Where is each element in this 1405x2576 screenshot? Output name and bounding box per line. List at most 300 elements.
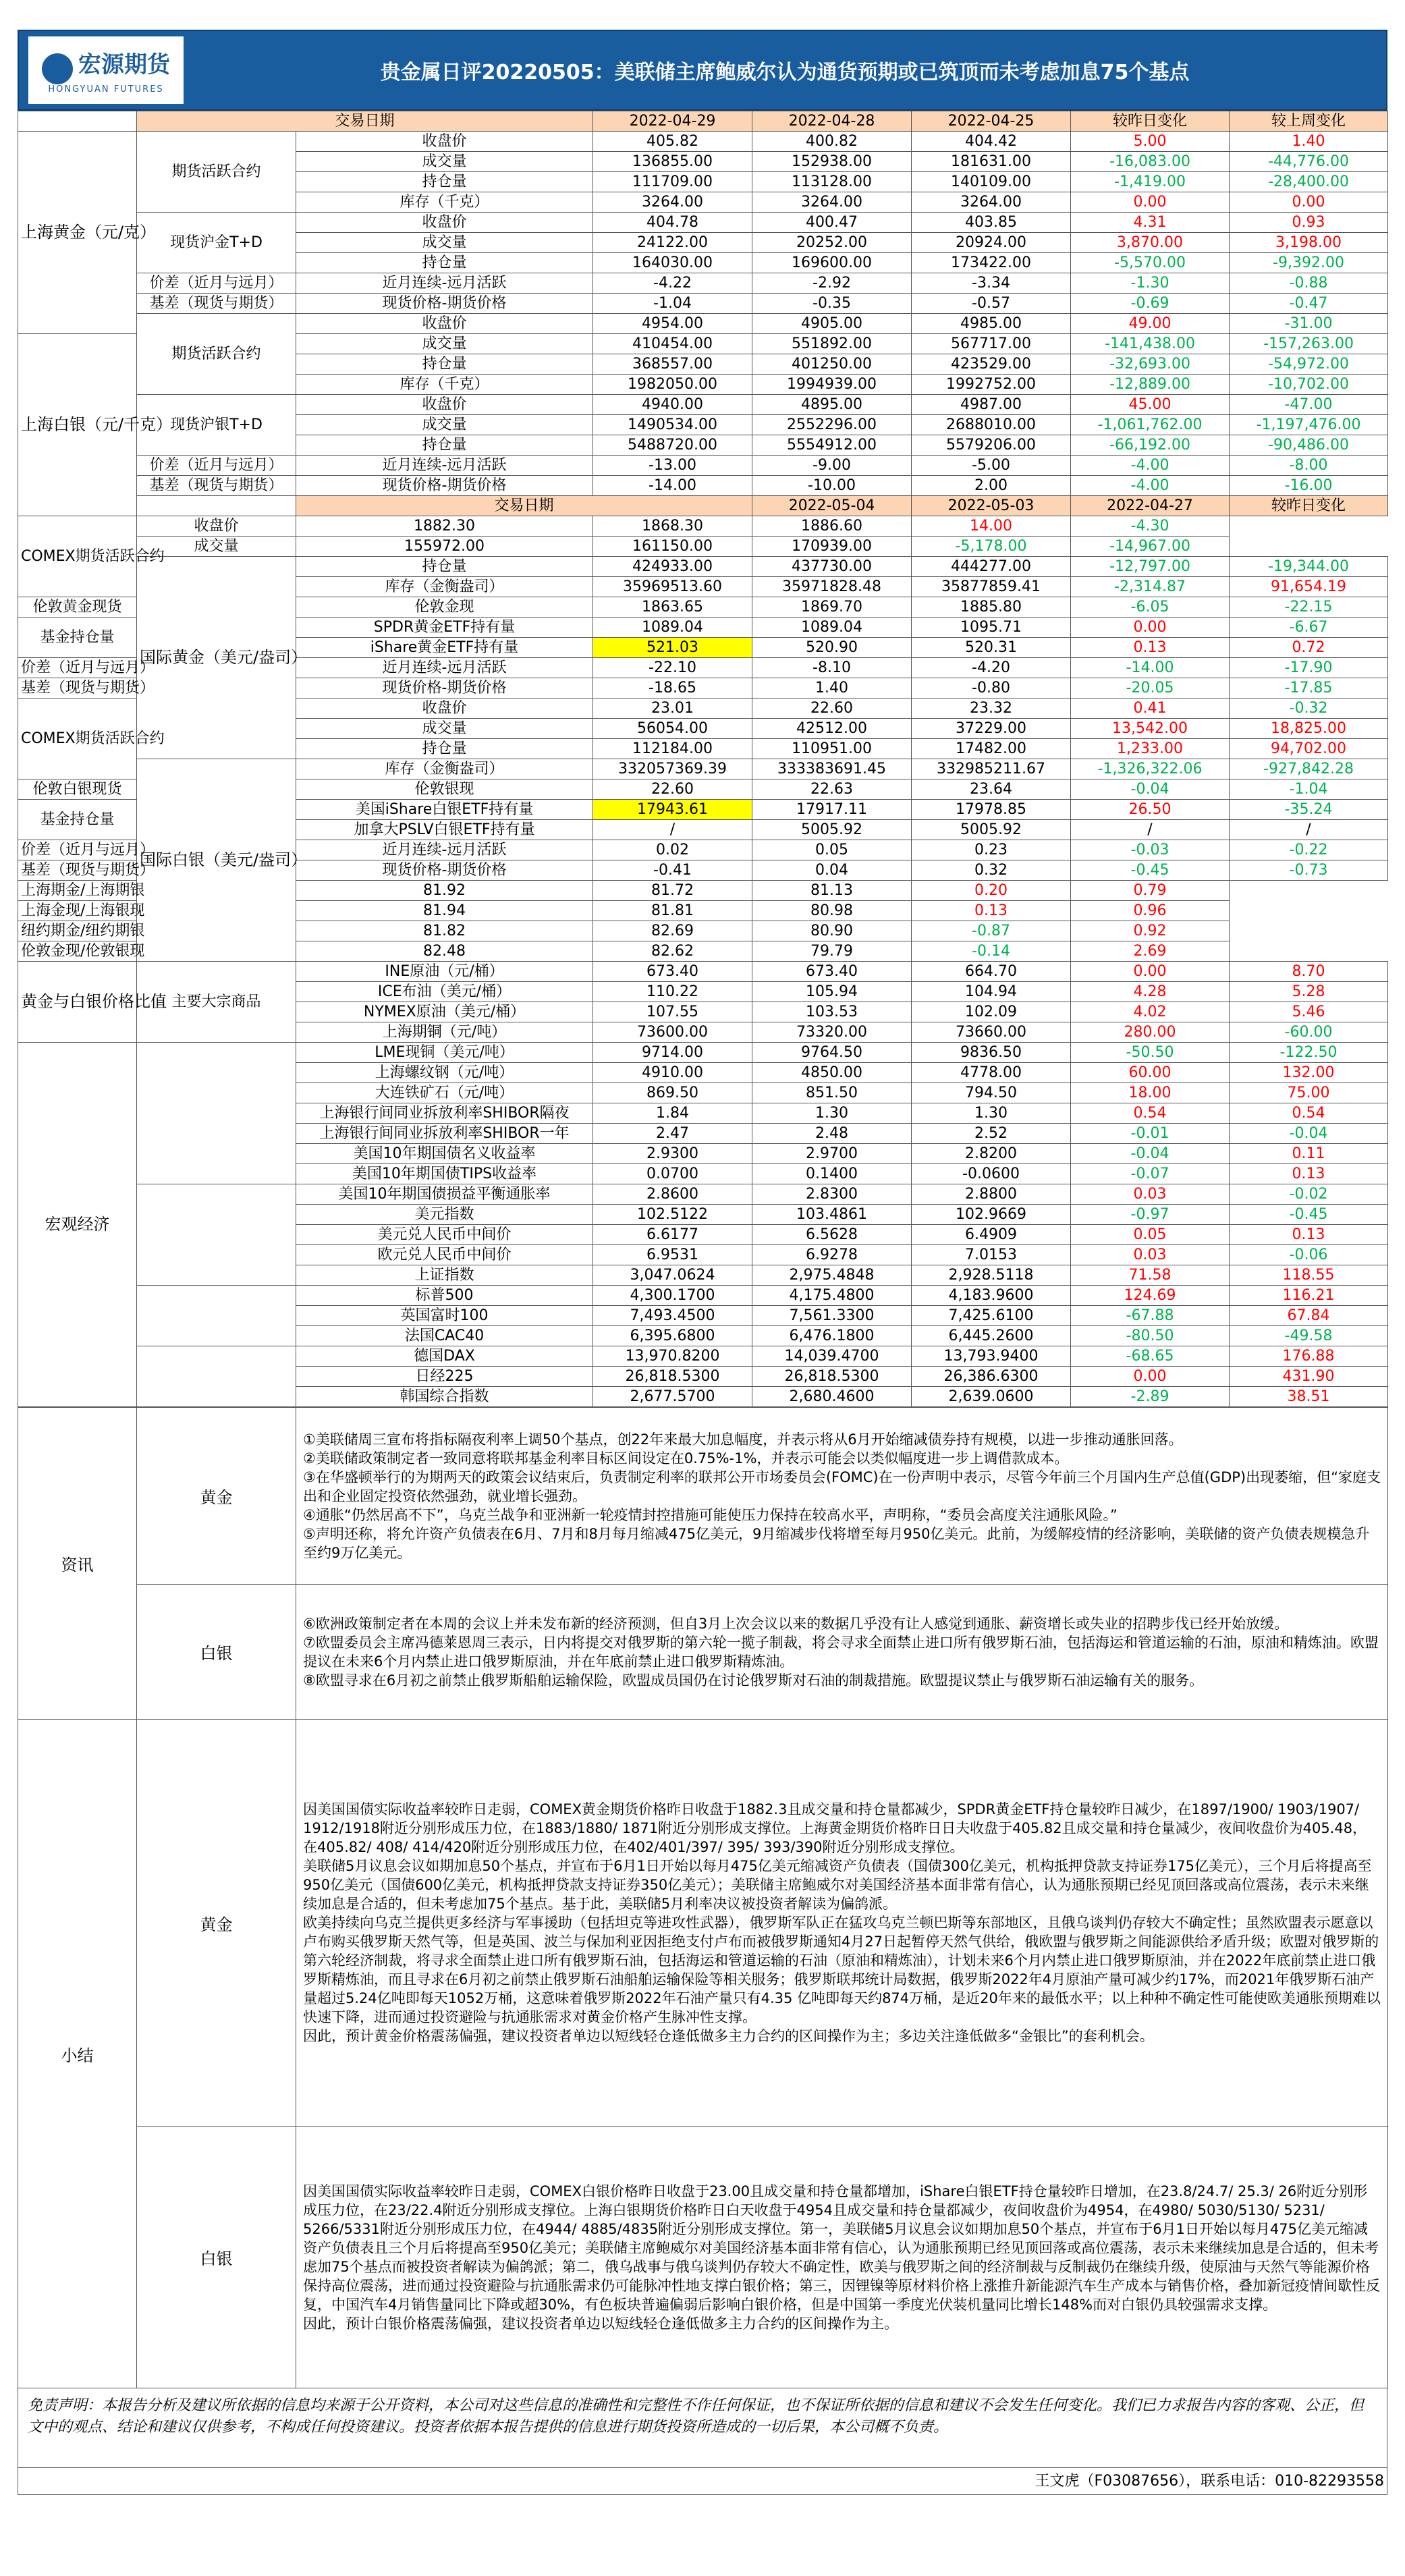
value-cell: 333383691.45 <box>752 759 912 779</box>
value-cell: 1.84 <box>593 1103 752 1124</box>
value-cell: 2,680.4600 <box>752 1387 912 1407</box>
change-cell: 0.11 <box>1230 1144 1388 1164</box>
value-cell: 332057369.39 <box>593 759 752 779</box>
value-cell: 0.32 <box>912 860 1071 881</box>
value-cell: 81.81 <box>593 901 752 921</box>
value-cell: 2,928.5118 <box>912 1265 1071 1286</box>
value-cell: 24122.00 <box>593 233 752 253</box>
disclaimer: 免责声明：本报告分析及建议所依据的信息均来源于公开资料，本公司对这些信息的准确性和完整性不作任何保证，也不保证所依据的信息和建议不会发生任何变化。我们已力求报告内容的客观、公正，但文中的观点、结论和建议仅供参考，不构成任何投资建议。投资者依据本报告提供的信息进行期货投资所造成的一切后果，本公司概不负责。 <box>18 2388 1387 2468</box>
change-cell: -0.14 <box>912 941 1071 962</box>
change-cell: -32,693.00 <box>1071 354 1230 375</box>
section-label-intl_gold: 国际黄金（美元/盎司） <box>137 557 296 759</box>
value-cell: 2.9700 <box>752 1144 912 1164</box>
change-cell: 1.40 <box>1230 132 1388 152</box>
group-label: COMEX期货活跃合约 <box>18 698 137 779</box>
value-cell: -13.00 <box>593 456 752 476</box>
value-cell: 2552296.00 <box>752 415 912 435</box>
date-header-cell: 2022-04-29 <box>593 111 752 132</box>
row-label: 收盘价 <box>296 698 593 719</box>
group-label: 现货沪金T+D <box>137 213 296 273</box>
group-label: 现货沪银T+D <box>137 395 296 456</box>
paragraph: 因美国国债实际收益率较昨日走弱，COMEX黄金期货价格昨日收盘于1882.3且成交量和持仓量都减少，SPDR黄金ETF持仓量较昨日减少，在1897/1900/ 1903/1907/ 1912/1918附近分别形成压力位，在1883/1880/ 1871附近分别形成支撑位。上海黄金期货价格昨日日夫收盘于405.82且成交量和持仓量减少，夜间收盘价为405.48，在405.82/ 408/ 414/420附近分别形成压力位，在402/401/397/ 395/ 393/390附近分别形成支撑位。 <box>303 1801 1367 1855</box>
summary-silver-text <box>296 2127 1388 2388</box>
value-cell: 1869.70 <box>752 597 912 618</box>
change-cell: -1,419.00 <box>1071 172 1230 192</box>
value-cell: -8.10 <box>752 658 912 678</box>
value-cell: 673.40 <box>593 962 752 982</box>
row-label: 持仓量 <box>296 557 593 577</box>
value-cell: 17482.00 <box>912 739 1071 759</box>
value-cell: -1.04 <box>593 294 752 314</box>
data-row <box>18 1346 1388 1367</box>
row-label: 欧元兑人民币中间价 <box>296 1245 593 1265</box>
value-cell: 81.82 <box>296 921 593 941</box>
value-cell: 423529.00 <box>912 354 1071 375</box>
value-cell: 152938.00 <box>752 152 912 172</box>
group-label: 伦敦黄金现货 <box>18 597 137 618</box>
change-cell: 5.00 <box>1071 132 1230 152</box>
value-cell: -18.65 <box>593 678 752 698</box>
row-label: 美国iShare白银ETF持有量 <box>296 800 593 820</box>
change-cell: -4.00 <box>1071 456 1230 476</box>
change-cell: 5.28 <box>1230 982 1388 1002</box>
row-label: 成交量 <box>296 415 593 435</box>
row-label: 韩国综合指数 <box>296 1387 593 1407</box>
change-cell: 0.13 <box>912 901 1071 921</box>
value-cell: -4.22 <box>593 273 752 294</box>
value-cell: 73600.00 <box>593 1022 752 1043</box>
date-header-label: 交易日期 <box>137 111 593 132</box>
change-cell: -0.87 <box>912 921 1071 941</box>
change-cell: 0.93 <box>1230 213 1388 233</box>
change-cell: -16.00 <box>1230 476 1388 496</box>
change-cell: -4.00 <box>1071 476 1230 496</box>
value-cell: 3264.00 <box>912 192 1071 213</box>
row-label: 持仓量 <box>296 253 593 273</box>
value-cell: -5.00 <box>912 456 1071 476</box>
change-cell: -1.04 <box>1230 779 1388 800</box>
value-cell: 401250.00 <box>752 354 912 375</box>
row-label: 上海银行间同业拆放利率SHIBOR一年 <box>296 1124 593 1144</box>
group-label: 价差（近月与远月） <box>137 456 296 476</box>
row-label: 德国DAX <box>296 1346 593 1367</box>
change-cell: 0.00 <box>1071 618 1230 638</box>
row-label: 大连铁矿石（元/吨） <box>296 1083 593 1103</box>
summary-gold-text <box>296 1720 1388 2127</box>
change-cell: 132.00 <box>1230 1063 1388 1083</box>
change-cell: -0.02 <box>1230 1184 1388 1205</box>
value-cell: 1863.65 <box>593 597 752 618</box>
section-label-intl_silver: 国际白银（美元/盎司） <box>137 759 296 962</box>
value-cell: 22.60 <box>593 779 752 800</box>
value-cell: 1886.60 <box>752 516 912 537</box>
data-row <box>18 294 1388 314</box>
summary-section-label: 小结 <box>18 1720 137 2388</box>
value-cell: 35877859.41 <box>912 577 1071 597</box>
change-cell: -0.01 <box>1071 1124 1230 1144</box>
change-cell: 2.69 <box>1071 941 1230 962</box>
group-label: 基差（现货与期货） <box>137 476 296 496</box>
change-cell: -12,889.00 <box>1071 375 1230 395</box>
value-cell: 2688010.00 <box>912 415 1071 435</box>
value-cell: 4910.00 <box>593 1063 752 1083</box>
change-cell: -8.00 <box>1230 456 1388 476</box>
value-cell: 0.02 <box>593 840 752 860</box>
change-cell: -157,263.00 <box>1230 334 1388 354</box>
value-cell: 5005.92 <box>912 820 1071 840</box>
value-cell: 110.22 <box>593 982 752 1002</box>
value-cell: 6,395.6800 <box>593 1326 752 1346</box>
change-cell: -0.73 <box>1230 860 1388 881</box>
change-cell: -1.30 <box>1071 273 1230 294</box>
change-cell: -44,776.00 <box>1230 152 1388 172</box>
value-cell: 140109.00 <box>912 172 1071 192</box>
row-label: 现货价格-期货价格 <box>296 678 593 698</box>
group-label: 期货活跃合约 <box>137 314 296 395</box>
value-cell: 6.4909 <box>912 1225 1071 1245</box>
value-cell: 104.94 <box>912 982 1071 1002</box>
row-label: LME现铜（美元/吨） <box>296 1043 593 1063</box>
paragraph: 因此，预计白银价格震荡偏强，建议投资者单边以短线轻仓逢低做多主力合约的区间操作为主。 <box>303 2315 898 2332</box>
change-cell: 0.79 <box>1071 881 1230 901</box>
value-cell: 20252.00 <box>752 233 912 253</box>
value-cell: 20924.00 <box>912 233 1071 253</box>
value-cell: 7,561.3300 <box>752 1306 912 1326</box>
value-cell: 6,476.1800 <box>752 1326 912 1346</box>
data-row <box>18 1043 1388 1063</box>
value-cell: 5005.92 <box>752 820 912 840</box>
date-header-row <box>18 111 1388 132</box>
value-cell: 102.9669 <box>912 1205 1071 1225</box>
value-cell: 26,818.5300 <box>752 1367 912 1387</box>
value-cell: 2.00 <box>912 476 1071 496</box>
summary-gold-label: 黄金 <box>137 1720 296 2127</box>
row-label: 美国10年期国债损益平衡通胀率 <box>296 1184 593 1205</box>
change-cell: 38.51 <box>1230 1387 1388 1407</box>
row-label: 持仓量 <box>296 739 593 759</box>
value-cell: 567717.00 <box>912 334 1071 354</box>
group-label: 期货活跃合约 <box>137 132 296 213</box>
value-cell: 437730.00 <box>752 557 912 577</box>
row-label: 近月连续-远月活跃 <box>296 456 593 476</box>
change-cell: -60.00 <box>1230 1022 1388 1043</box>
value-cell: 2.47 <box>593 1124 752 1144</box>
change-cell: -0.04 <box>1071 779 1230 800</box>
change-cell: 94,702.00 <box>1230 739 1388 759</box>
date-header-cell: 2022-05-03 <box>912 496 1071 516</box>
row-label: 美元指数 <box>296 1205 593 1225</box>
change-cell: 0.96 <box>1071 901 1230 921</box>
change-cell: 4.28 <box>1071 982 1230 1002</box>
change-cell: 0.41 <box>1071 698 1230 719</box>
value-cell: 6.6177 <box>593 1225 752 1245</box>
value-cell: 1885.80 <box>912 597 1071 618</box>
row-label: 持仓量 <box>296 354 593 375</box>
group-label: COMEX期货活跃合约 <box>18 516 137 597</box>
value-cell: 2.8800 <box>912 1184 1071 1205</box>
change-cell: -10,702.00 <box>1230 375 1388 395</box>
row-label: 库存（千克） <box>296 192 593 213</box>
group-label: 价差（近月与远月） <box>18 658 137 678</box>
change-cell: 431.90 <box>1230 1367 1388 1387</box>
value-cell: 673.40 <box>752 962 912 982</box>
change-cell: 4.31 <box>1071 213 1230 233</box>
section-label-sh_gold: 上海黄金（元/克） <box>18 132 137 334</box>
news-gold-text <box>296 1408 1388 1585</box>
data-row <box>18 516 1388 537</box>
row-label: SPDR黄金ETF持有量 <box>296 618 593 638</box>
value-cell: 520.31 <box>912 638 1071 658</box>
value-cell: 82.48 <box>296 941 593 962</box>
change-cell: 18.00 <box>1071 1083 1230 1103</box>
row-label: 上海螺纹钢（元/吨） <box>296 1063 593 1083</box>
value-cell: 9764.50 <box>752 1043 912 1063</box>
value-cell: 521.03 <box>593 638 752 658</box>
change-cell: 5.46 <box>1230 1002 1388 1022</box>
date-header-cell: 2022-05-04 <box>752 496 912 516</box>
value-cell: 0.0700 <box>593 1164 752 1184</box>
value-cell: 103.4861 <box>752 1205 912 1225</box>
change-cell: 0.54 <box>1230 1103 1388 1124</box>
row-label: 伦敦银现 <box>296 779 593 800</box>
value-cell: 0.23 <box>912 840 1071 860</box>
change-cell: -122.50 <box>1230 1043 1388 1063</box>
value-cell: 4850.00 <box>752 1063 912 1083</box>
change-cell: 0.00 <box>1230 192 1388 213</box>
value-cell: 1.40 <box>752 678 912 698</box>
value-cell: 664.70 <box>912 962 1071 982</box>
paragraph: 欧美持续向乌克兰提供更多经济与军事援助（包括坦克等进攻性武器），俄罗斯军队正在猛攻乌克兰顿巴斯等东部地区，且俄乌谈判仍存较大不确定性；虽然欧盟表示愿意以卢布购买俄罗斯天然气等，但是英国、波兰与保加利亚因拒绝支付卢布而被俄罗斯通知4月27日起暂停天然气供给，俄欧盟与俄罗斯之间能源供给矛盾升级；欧盟对俄罗斯的第六轮经济制裁，将寻求全面禁止进口所有俄罗斯石油，包括海运和管道运输的石油（原油和精炼油），计划未来6个月内禁止进口俄罗斯原油，并在2022年底前禁止进口俄罗斯精炼油，而且寻求在6月初之前禁止俄罗斯石油船舶运输保险等相关服务；俄罗斯联邦统计局数据，俄罗斯2022年4月原油产量可减少约17%，而2021年俄罗斯石油产量超过5.24亿吨即每天1052万桶，这意味着俄罗斯2022年石油产量只有4.35 亿吨即每天约874万桶，是近20年来的最低水平；以上种种不确定性可能使欧美通胀预期难以快速下降，进而通过投资避险与抗通胀需求对黄金价格产生脉冲性支撑。 <box>303 1915 1381 2025</box>
value-cell: 368557.00 <box>593 354 752 375</box>
value-cell: 2.9300 <box>593 1144 752 1164</box>
row-label: 英国富时100 <box>296 1306 593 1326</box>
change-cell: -141,438.00 <box>1071 334 1230 354</box>
date-header-cell: 2022-04-27 <box>1071 496 1230 516</box>
value-cell: 7,493.4500 <box>593 1306 752 1326</box>
value-cell: 2.48 <box>752 1124 912 1144</box>
value-cell: 404.42 <box>912 132 1071 152</box>
row-label: 收盘价 <box>296 395 593 415</box>
value-cell: 22.60 <box>752 698 912 719</box>
date-header-cell: 较昨日变化 <box>1230 496 1388 516</box>
value-cell: 3,047.0624 <box>593 1265 752 1286</box>
value-cell: 1994939.00 <box>752 375 912 395</box>
change-cell: -6.05 <box>1071 597 1230 618</box>
value-cell: 4,300.1700 <box>593 1286 752 1306</box>
value-cell: 1982050.00 <box>593 375 752 395</box>
value-cell: 13,970.8200 <box>593 1346 752 1367</box>
row-label: 成交量 <box>296 152 593 172</box>
value-cell: 23.32 <box>912 698 1071 719</box>
change-cell: 67.84 <box>1230 1306 1388 1326</box>
value-cell: 551892.00 <box>752 334 912 354</box>
change-cell: -0.07 <box>1071 1164 1230 1184</box>
value-cell: 2.8300 <box>752 1184 912 1205</box>
news-silver-label: 白银 <box>137 1585 296 1720</box>
row-label: iShare黄金ETF持有量 <box>296 638 593 658</box>
group-label: 伦敦白银现货 <box>18 779 137 800</box>
value-cell: 4954.00 <box>593 314 752 334</box>
change-cell: 3,198.00 <box>1230 233 1388 253</box>
value-cell: 7.0153 <box>912 1245 1071 1265</box>
value-cell: 869.50 <box>593 1083 752 1103</box>
change-cell: -49.58 <box>1230 1326 1388 1346</box>
change-cell: 3,870.00 <box>1071 233 1230 253</box>
date-header-label: 交易日期 <box>296 496 752 516</box>
change-cell: 91,654.19 <box>1230 577 1388 597</box>
paragraph: 美联储5月议息会议如期加息50个基点，并宣布于6月1日开始以每月475亿美元缩减资产负债表（国债300亿美元，机构抵押贷款支持证券175亿美元），三个月后将提高至950亿美元（国债600亿美元，机构抵押贷款支持证券350亿美元）；美联储主席鲍威尔对美国经济基本面非常有信心，认为通胀预期已经见顶回落或高位震荡，表示未来继续加息是合适的，但未考虑加75个基点。基于此，美联储5月利率决议被投资者解读为偏鸽派。 <box>303 1858 1372 1912</box>
value-cell: 1882.30 <box>296 516 593 537</box>
value-cell: 173422.00 <box>912 253 1071 273</box>
change-cell: 60.00 <box>1071 1063 1230 1083</box>
value-cell: 102.5122 <box>593 1205 752 1225</box>
value-cell: 4,183.9600 <box>912 1286 1071 1306</box>
paragraph: 因此，预计黄金价格震荡偏强，建议投资者单边以短线轻仓逢低做多主力合约的区间操作为主；多边关注逢低做多“金银比”的套利机会。 <box>303 2028 1154 2044</box>
change-cell: -0.03 <box>1071 840 1230 860</box>
value-cell: -0.80 <box>912 678 1071 698</box>
value-cell: 404.78 <box>593 213 752 233</box>
value-cell: 3264.00 <box>752 192 912 213</box>
value-cell: -4.20 <box>912 658 1071 678</box>
row-label: 美国10年期国债名义收益率 <box>296 1144 593 1164</box>
row-label: 近月连续-远月活跃 <box>296 658 593 678</box>
row-label: 日经225 <box>296 1367 593 1387</box>
change-cell: 0.03 <box>1071 1184 1230 1205</box>
change-cell: 0.00 <box>1071 192 1230 213</box>
row-label: 上海银行间同业拆放利率SHIBOR隔夜 <box>296 1103 593 1124</box>
value-cell: 5554912.00 <box>752 435 912 456</box>
row-label: 标普500 <box>296 1286 593 1306</box>
value-cell: 164030.00 <box>593 253 752 273</box>
group-label <box>137 1184 296 1286</box>
change-cell: -0.22 <box>1230 840 1388 860</box>
section-label-ratio: 黄金与白银价格比值 <box>18 962 137 1043</box>
data-row <box>18 1286 1388 1306</box>
market-data-table <box>18 111 1388 1407</box>
change-cell: -54,972.00 <box>1230 354 1388 375</box>
row-label: 上海金现/上海银现 <box>18 901 137 921</box>
value-cell: 2.52 <box>912 1124 1071 1144</box>
date-header-cell: 2022-04-28 <box>752 111 912 132</box>
value-cell: 82.62 <box>593 941 752 962</box>
change-cell: -1,061,762.00 <box>1071 415 1230 435</box>
change-cell: -2,314.87 <box>1071 577 1230 597</box>
paragraph: ⑤声明还称，将允许资产负债表在6月、7月和8月每月缩减475亿美元，9月缩减步伐将增至每月950亿美元。此前，为缓解疫情的经济影响，美联储的资产负债表规模急升至约9万亿美元。 <box>303 1525 1370 1561</box>
value-cell: 403.85 <box>912 213 1071 233</box>
value-cell: 81.94 <box>296 901 593 921</box>
change-cell: 0.13 <box>1230 1164 1388 1184</box>
row-label: 现货价格-期货价格 <box>296 476 593 496</box>
change-cell: / <box>1230 820 1388 840</box>
change-cell: -12,797.00 <box>1071 557 1230 577</box>
news-summary-table <box>18 1407 1388 2388</box>
value-cell: -0.57 <box>912 294 1071 314</box>
paragraph: ②美联储政策制定者一致同意将联邦基金利率目标区间设定在0.75%-1%，并表示可能会以类似幅度进一步上调借款成本。 <box>303 1450 1069 1467</box>
change-cell: 124.69 <box>1071 1286 1230 1306</box>
change-cell: 49.00 <box>1071 314 1230 334</box>
row-label: ICE布油（美元/桶） <box>296 982 593 1002</box>
change-cell: 0.92 <box>1071 921 1230 941</box>
news-silver-text <box>296 1585 1388 1720</box>
value-cell: 56054.00 <box>593 719 752 739</box>
value-cell: 2,975.4848 <box>752 1265 912 1286</box>
date-header-cell: 2022-04-25 <box>912 111 1071 132</box>
value-cell: 17943.61 <box>593 800 752 820</box>
data-row <box>18 314 1388 334</box>
value-cell: 2,639.0600 <box>912 1387 1071 1407</box>
value-cell: 7,425.6100 <box>912 1306 1071 1326</box>
data-row <box>18 273 1388 294</box>
change-cell: 0.00 <box>1071 962 1230 982</box>
value-cell: 405.82 <box>593 132 752 152</box>
value-cell: 3264.00 <box>593 192 752 213</box>
value-cell: 1.30 <box>912 1103 1071 1124</box>
row-label: 收盘价 <box>296 314 593 334</box>
row-label: 成交量 <box>137 537 296 557</box>
value-cell: 2.8600 <box>593 1184 752 1205</box>
value-cell: 4905.00 <box>752 314 912 334</box>
value-cell: 5488720.00 <box>593 435 752 456</box>
summary-silver-label: 白银 <box>137 2127 296 2388</box>
change-cell: -0.06 <box>1230 1245 1388 1265</box>
value-cell: 161150.00 <box>593 537 752 557</box>
row-label: 上海期金/上海期银 <box>18 881 137 901</box>
change-cell: 18,825.00 <box>1230 719 1388 739</box>
row-label: NYMEX原油（美元/桶） <box>296 1002 593 1022</box>
value-cell: 6.9531 <box>593 1245 752 1265</box>
change-cell: -1,326,322.06 <box>1071 759 1230 779</box>
change-cell: 0.13 <box>1230 1225 1388 1245</box>
value-cell: 102.09 <box>912 1002 1071 1022</box>
value-cell: 1.30 <box>752 1103 912 1124</box>
change-cell: -0.45 <box>1230 1205 1388 1225</box>
value-cell: 22.63 <box>752 779 912 800</box>
change-cell: 45.00 <box>1071 395 1230 415</box>
change-cell: -14.00 <box>1071 658 1230 678</box>
change-cell: -66,192.00 <box>1071 435 1230 456</box>
change-cell: -17.85 <box>1230 678 1388 698</box>
value-cell: 1992752.00 <box>912 375 1071 395</box>
change-cell: -90,486.00 <box>1230 435 1388 456</box>
change-cell: -0.32 <box>1230 698 1388 719</box>
data-row <box>18 476 1388 496</box>
change-cell: 13,542.00 <box>1071 719 1230 739</box>
change-cell: 14.00 <box>912 516 1071 537</box>
change-cell: -0.69 <box>1071 294 1230 314</box>
change-cell: 8.70 <box>1230 962 1388 982</box>
change-cell: 4.02 <box>1071 1002 1230 1022</box>
row-label: 库存（金衡盎司） <box>296 577 593 597</box>
value-cell: 155972.00 <box>296 537 593 557</box>
value-cell: -14.00 <box>593 476 752 496</box>
row-label: 成交量 <box>296 719 593 739</box>
value-cell: 400.47 <box>752 213 912 233</box>
value-cell: 13,793.9400 <box>912 1346 1071 1367</box>
row-label: 收盘价 <box>296 132 593 152</box>
value-cell: 23.01 <box>593 698 752 719</box>
data-row <box>18 132 1388 152</box>
value-cell: 794.50 <box>912 1083 1071 1103</box>
value-cell: 112184.00 <box>593 739 752 759</box>
value-cell: 2,677.5700 <box>593 1387 752 1407</box>
row-label: 法国CAC40 <box>296 1326 593 1346</box>
row-label: 纽约期金/纽约期银 <box>18 921 137 941</box>
change-cell: -50.50 <box>1071 1043 1230 1063</box>
value-cell: 110951.00 <box>752 739 912 759</box>
value-cell: 136855.00 <box>593 152 752 172</box>
group-label: 基金持仓量 <box>18 800 137 840</box>
value-cell: 35969513.60 <box>593 577 752 597</box>
